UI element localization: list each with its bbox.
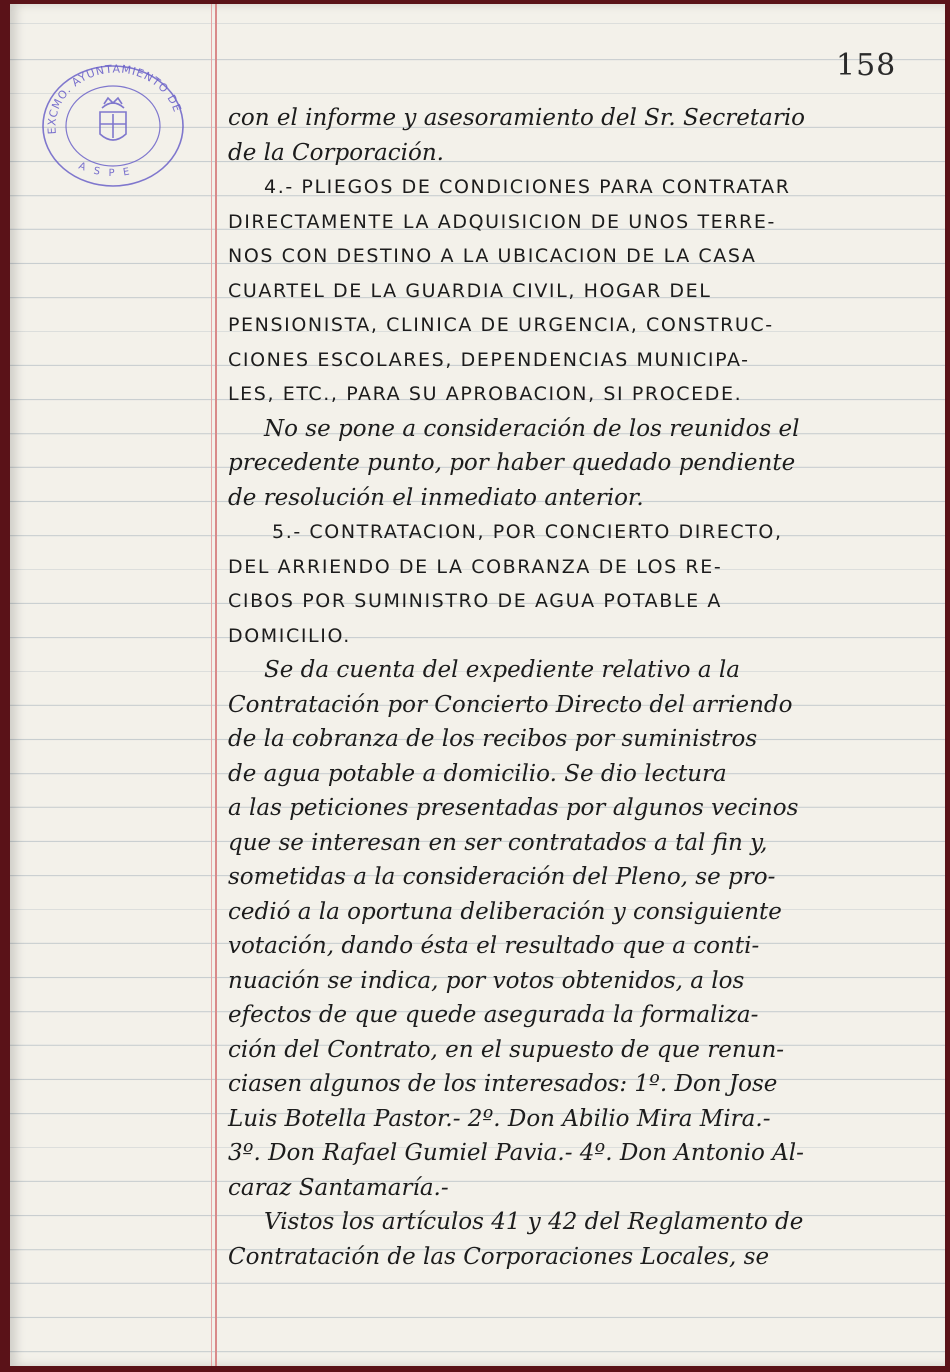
text-line: nuación se indica, por votos obtenidos, a los bbox=[228, 967, 745, 994]
page-number: 158 bbox=[836, 48, 897, 83]
stamp-outer-text: EXCMO. AYUNTAMIENTO DE bbox=[45, 64, 185, 135]
text-line: caraz Santamaría.- bbox=[228, 1174, 449, 1201]
section-heading-line: DEL ARRIENDO DE LA COBRANZA DE LOS RE- bbox=[228, 555, 723, 578]
section-heading-line: CIBOS POR SUMINISTRO DE AGUA POTABLE A bbox=[228, 590, 722, 612]
text-line: No se pone a consideración de los reunidos el bbox=[264, 415, 800, 442]
text-line: Se da cuenta del expediente relativo a la bbox=[264, 657, 740, 683]
text-line: precedente punto, por haber quedado pendiente bbox=[228, 450, 796, 476]
text-line: votación, dando ésta el resultado que a conti- bbox=[228, 933, 760, 959]
text-line: de agua potable a domicilio. Se dio lectura bbox=[228, 760, 727, 787]
ledger-page bbox=[10, 4, 945, 1366]
text-line: ción del Contrato, en el supuesto de que renun- bbox=[228, 1036, 785, 1063]
text-line: 3º. Don Rafael Gumiel Pavia.- 4º. Don Antonio Al- bbox=[228, 1140, 804, 1166]
text-line: cedió a la oportuna deliberación y consiguiente bbox=[228, 898, 782, 925]
section-heading-line: PENSIONISTA, CLINICA DE URGENCIA, CONSTRUC- bbox=[228, 314, 774, 336]
text-line: Vistos los artículos 41 y 42 del Reglamento de bbox=[264, 1209, 804, 1235]
section-heading-line: CUARTEL DE LA GUARDIA CIVIL, HOGAR DEL bbox=[228, 279, 712, 302]
section-heading-line: 5.- CONTRATACION, POR CONCIERTO DIRECTO, bbox=[272, 521, 783, 543]
section-heading-line: DIRECTAMENTE LA ADQUISICION DE UNOS TERRE- bbox=[228, 210, 776, 233]
margin-rule-inner bbox=[211, 4, 212, 1366]
text-line: ciasen algunos de los interesados: 1º. Don Jose bbox=[228, 1071, 778, 1097]
handwritten-minutes bbox=[228, 101, 928, 1274]
text-line: sometidas a la consideración del Pleno, se pro- bbox=[228, 864, 776, 890]
section-heading-line: NOS CON DESTINO A LA UBICACION DE LA CASA bbox=[228, 245, 757, 267]
margin-rule bbox=[215, 4, 217, 1366]
text-line: Contratación de las Corporaciones Locales, se bbox=[228, 1243, 770, 1270]
text-line: Contratación por Concierto Directo del arriendo bbox=[228, 691, 793, 718]
section-heading-line: 4.- PLIEGOS DE CONDICIONES PARA CONTRATAR bbox=[264, 176, 791, 198]
section-heading-line: DOMICILIO. bbox=[228, 624, 351, 647]
municipal-seal-stamp bbox=[38, 64, 188, 194]
text-line: Luis Botella Pastor.- 2º. Don Abilio Mira Mira.- bbox=[228, 1105, 771, 1132]
text-line: que se interesan en ser contratados a tal fin y, bbox=[228, 829, 768, 856]
stamp-bottom-text: A S P E bbox=[76, 160, 134, 180]
text-line: de la Corporación. bbox=[228, 139, 444, 166]
text-line: a las peticiones presentadas por algunos vecinos bbox=[228, 795, 799, 821]
section-heading-line: CIONES ESCOLARES, DEPENDENCIAS MUNICIPA- bbox=[228, 348, 750, 371]
text-line: de resolución el inmediato anterior. bbox=[228, 484, 644, 511]
text-line: con el informe y asesoramiento del Sr. Secretario bbox=[228, 105, 806, 131]
text-line: de la cobranza de los recibos por suministros bbox=[228, 726, 758, 752]
text-line: efectos de que quede asegurada la formaliza- bbox=[228, 1002, 759, 1028]
section-heading-line: LES, ETC., PARA SU APROBACION, SI PROCEDE. bbox=[228, 383, 743, 405]
svg-text:A S P E bbox=[77, 161, 133, 179]
